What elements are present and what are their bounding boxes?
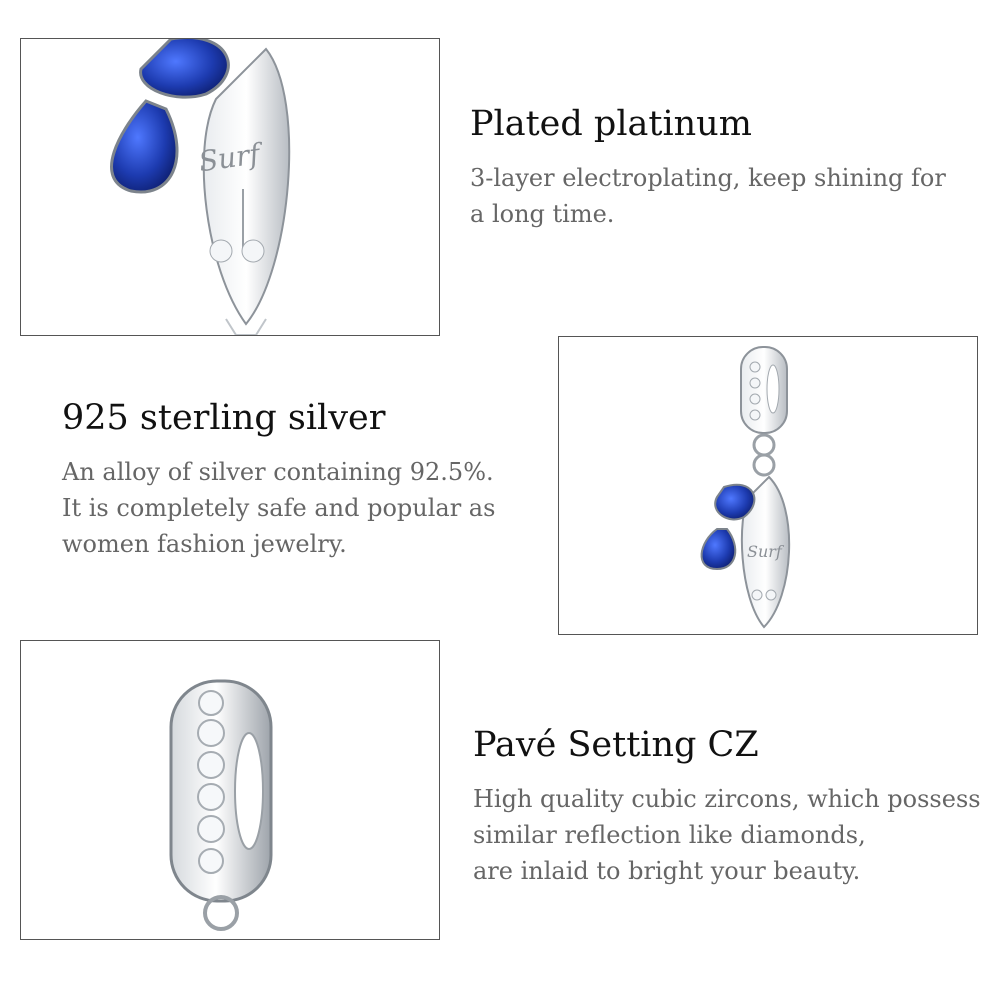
- description-line: a long time.: [470, 200, 615, 228]
- surfboard-shape: [204, 49, 289, 324]
- pave-bail: [741, 347, 787, 433]
- surf-engraving: Surf: [196, 137, 262, 179]
- cz-stone: [210, 240, 232, 262]
- feature-description-pave-cz: [473, 781, 981, 889]
- teardrop-stone: [715, 485, 754, 520]
- pave-bail-illustration: [21, 641, 439, 939]
- pave-bail-closeup-image: [20, 640, 440, 940]
- description-line: are inlaid to bright your beauty.: [473, 857, 861, 885]
- description-line: It is completely safe and popular as: [62, 494, 496, 522]
- feature-title-pave-cz: Pavé Setting CZ: [473, 725, 759, 765]
- cz-stone: [242, 240, 264, 262]
- full-charm-image: [558, 336, 978, 635]
- teardrop-stone: [702, 529, 736, 569]
- teardrop-stone: [141, 39, 229, 97]
- surfboard-charm-illustration: [21, 39, 439, 335]
- full-charm-illustration: [559, 337, 977, 634]
- description-line: similar reflection like diamonds,: [473, 821, 866, 849]
- description-line: women fashion jewelry.: [62, 530, 347, 558]
- feature-title-silver: 925 sterling silver: [62, 398, 386, 438]
- description-line: 3-layer electroplating, keep shining for: [470, 164, 946, 192]
- feature-description-platinum: [470, 160, 946, 232]
- surf-engraving: Surf: [747, 542, 782, 561]
- teardrop-stone: [112, 101, 178, 192]
- feature-title-platinum: Plated platinum: [470, 104, 752, 144]
- surfboard-closeup-image: [20, 38, 440, 336]
- description-line: An alloy of silver containing 92.5%.: [62, 458, 494, 486]
- description-line: High quality cubic zircons, which possess: [473, 785, 981, 813]
- feature-description-silver: [62, 454, 495, 562]
